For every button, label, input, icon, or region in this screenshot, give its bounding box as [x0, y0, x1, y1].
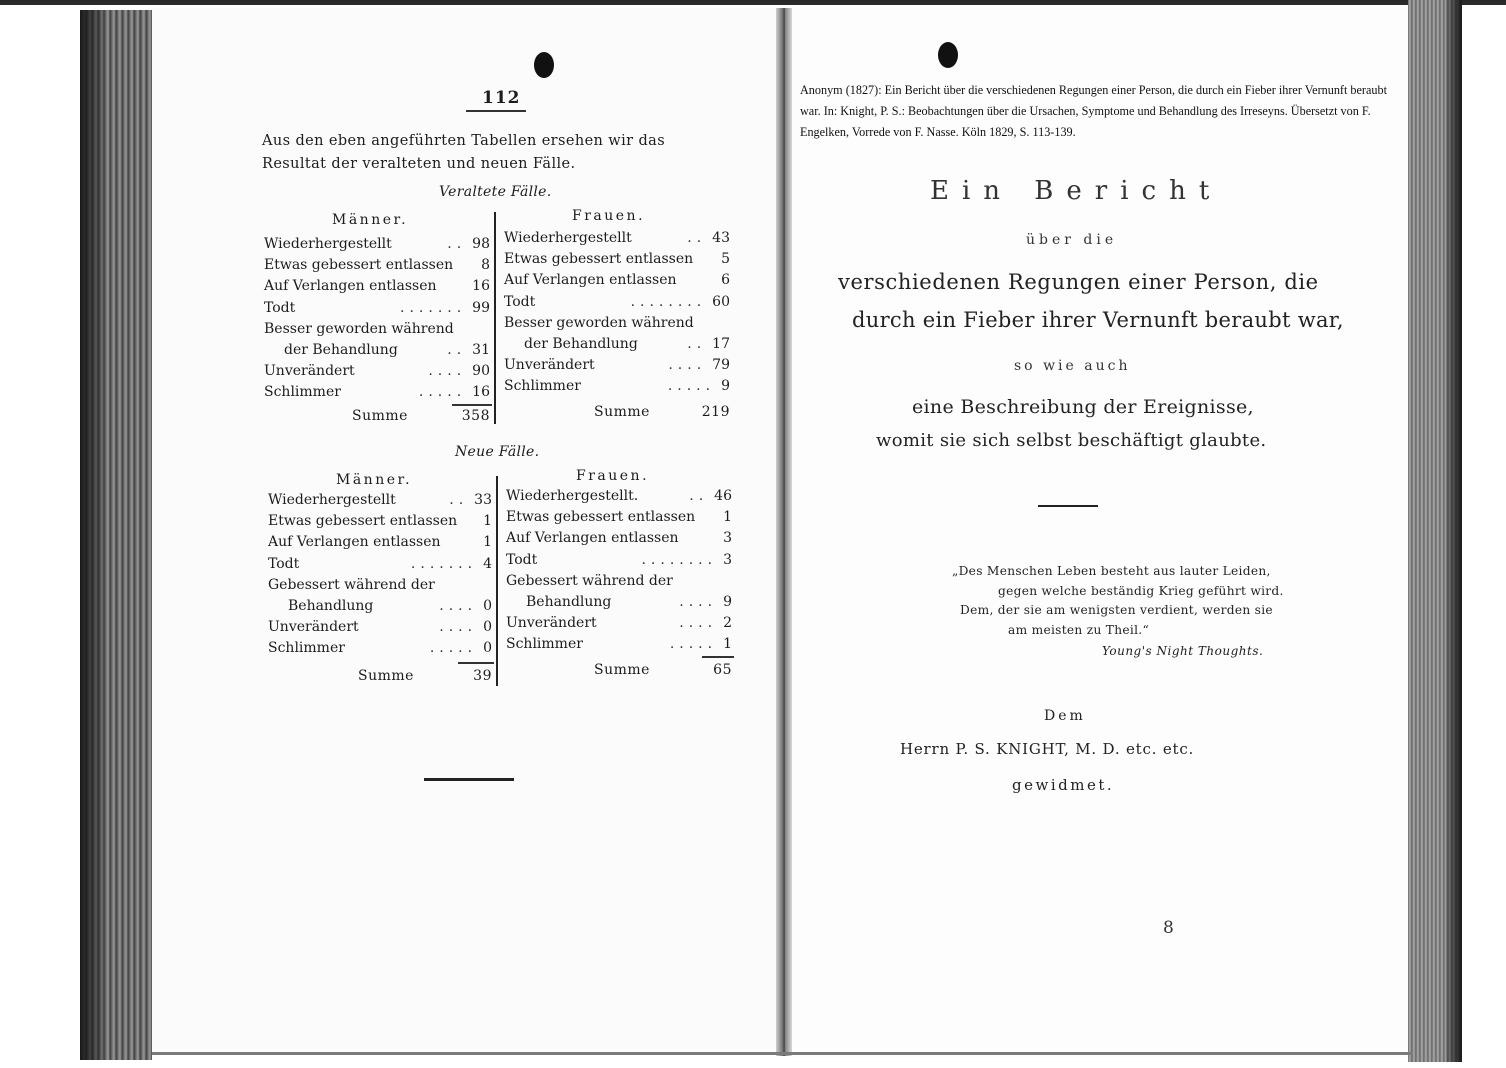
table-row — [264, 276, 490, 297]
table-row — [506, 571, 732, 592]
row-label: Schlimmer — [264, 384, 341, 401]
row-label: Unverändert — [268, 619, 359, 636]
table-row — [504, 228, 730, 249]
row-value: 4 — [483, 555, 492, 572]
row-value: 3 — [723, 551, 732, 568]
row-label: Auf Verlangen entlassen — [504, 272, 677, 289]
summe-label: Summe — [352, 408, 408, 424]
women-table-new — [506, 486, 732, 656]
row-value: 6 — [721, 272, 730, 289]
row-label: Auf Verlangen entlassen — [268, 534, 441, 551]
column-divider — [494, 212, 496, 424]
table-row — [264, 361, 490, 382]
leader-dots: .... — [679, 615, 718, 632]
summe-label: Summe — [594, 662, 650, 678]
leader-dots: ....... — [410, 555, 478, 572]
table-row — [504, 376, 730, 397]
men-summe-new — [358, 668, 492, 684]
table-row — [506, 550, 732, 571]
table-row — [504, 334, 730, 355]
leader-dots: .. — [687, 230, 707, 246]
intro-line-2: Resultat der veralteten und neuen Fälle. — [262, 156, 576, 172]
table-row — [504, 270, 730, 291]
table-row — [504, 292, 730, 313]
table-row — [268, 554, 492, 575]
row-label: Wiederhergestellt — [264, 236, 392, 252]
dedication-dem: Dem — [1044, 708, 1086, 724]
table-row — [268, 490, 492, 511]
citation-caption: Anonym (1827): Ein Bericht über die verschiedenen Regungen einer Person, die durch ein Fieber ihrer Vernunft beraubt war. In: Knight, P. S.: Beobachtungen über die Ursachen, Symptome und Behandlung des Irreseyns. Übersetzt von F. Engelken, Vorrede von F. Nasse. Köln 1829, S. 113-139. — [800, 83, 1387, 139]
punch-hole-left — [534, 52, 554, 78]
row-label: Unverändert — [264, 363, 355, 380]
table-row — [264, 298, 490, 319]
dedication-gewidmet: gewidmet. — [1012, 776, 1115, 794]
row-value: 17 — [712, 335, 730, 352]
row-label: Etwas gebessert entlassen — [506, 509, 696, 526]
row-value: 1 — [483, 534, 492, 551]
row-value: 0 — [483, 640, 492, 657]
table-row — [264, 340, 490, 361]
epigraph-quote — [952, 562, 1284, 640]
row-value: 90 — [472, 363, 490, 380]
women-summe-old — [594, 404, 730, 420]
table-row — [506, 507, 732, 528]
table-row — [264, 234, 490, 255]
quote-line: „Des Menschen Leben besteht aus lauter Leiden, — [952, 564, 1271, 578]
leader-dots: ..... — [429, 640, 478, 657]
sum-rule — [452, 404, 492, 406]
title-line-c: eine Beschreibung der Ereignisse, — [912, 396, 1254, 418]
row-value: 1 — [723, 636, 732, 653]
leader-dots: .... — [439, 619, 478, 636]
row-label: Wiederhergestellt — [268, 492, 396, 508]
table-row — [264, 255, 490, 276]
row-value: 1 — [723, 509, 732, 526]
row-label: Auf Verlangen entlassen — [264, 278, 437, 295]
row-label: Gebessert während der — [268, 576, 435, 593]
row-label: der Behandlung — [284, 341, 398, 358]
summe-label: Summe — [594, 404, 650, 420]
row-value: 5 — [721, 251, 730, 268]
row-label: Schlimmer — [268, 640, 345, 657]
row-value: 31 — [472, 341, 490, 358]
row-label: Unverändert — [506, 615, 597, 632]
punch-hole-right — [938, 42, 958, 68]
summe-value: 39 — [473, 668, 492, 684]
table-row — [506, 528, 732, 549]
leader-dots: .... — [679, 593, 718, 610]
title-line-a: verschiedenen Regungen einer Person, die — [838, 270, 1319, 294]
leader-dots: .. — [447, 341, 467, 358]
leader-dots: ..... — [667, 378, 716, 395]
leader-dots: ........ — [641, 551, 718, 568]
row-value: 46 — [714, 488, 732, 504]
right-page — [792, 8, 1408, 1058]
row-value: 1 — [483, 513, 492, 530]
row-label: Etwas gebessert entlassen — [504, 251, 694, 268]
epigraph-attribution: Young's Night Thoughts. — [1102, 644, 1264, 658]
table-row — [504, 249, 730, 270]
women-heading-old: Frauen. — [572, 208, 646, 224]
men-heading-old: Männer. — [332, 212, 409, 228]
quote-line: Dem, der sie am wenigsten verdient, werden sie — [960, 603, 1273, 617]
summe-value: 358 — [461, 408, 490, 424]
column-divider — [496, 476, 498, 686]
row-label: Etwas gebessert entlassen — [268, 513, 458, 530]
row-label: Wiederhergestellt — [504, 230, 632, 246]
women-table-old — [504, 228, 730, 398]
summe-value: 65 — [713, 662, 732, 678]
leader-dots: ..... — [418, 384, 467, 401]
row-label: Behandlung — [526, 593, 612, 610]
row-value: 0 — [483, 619, 492, 636]
section-title-neue: Neue Fälle. — [455, 444, 540, 460]
row-value: 16 — [472, 384, 490, 401]
subtitle-ueber-die: über die — [1026, 232, 1118, 248]
table-row — [506, 613, 732, 634]
table-row — [504, 355, 730, 376]
sum-rule — [702, 656, 734, 658]
leader-dots: ....... — [400, 299, 467, 316]
row-label: Unverändert — [504, 357, 595, 374]
leader-dots: .. — [447, 236, 467, 252]
row-value: 33 — [474, 492, 492, 508]
intro-line-1: Aus den eben angeführten Tabellen ersehen wir das — [262, 133, 666, 149]
leader-dots: .. — [687, 335, 707, 352]
row-label: Todt — [506, 551, 538, 568]
row-label: Gebessert während der — [506, 572, 673, 589]
book-gutter — [776, 8, 792, 1056]
title-divider-rule — [1038, 505, 1098, 507]
row-value: 16 — [472, 278, 490, 295]
row-label: Besser geworden während — [504, 314, 694, 331]
title-line-d: womit sie sich selbst beschäftigt glaubte. — [876, 430, 1267, 451]
title-line-b: durch ein Fieber ihrer Vernunft beraubt war, — [852, 308, 1344, 332]
row-value: 43 — [712, 230, 730, 246]
row-label: Etwas gebessert entlassen — [264, 257, 454, 274]
summe-label: Summe — [358, 668, 414, 684]
row-label: der Behandlung — [524, 335, 638, 352]
row-label: Schlimmer — [506, 636, 583, 653]
men-summe-old — [352, 408, 490, 424]
row-value: 79 — [712, 357, 730, 374]
table-row — [268, 511, 492, 532]
row-label: Auf Verlangen entlassen — [506, 530, 679, 547]
leader-dots: ..... — [669, 636, 718, 653]
table-row — [268, 596, 492, 617]
page-number-underline — [466, 110, 526, 112]
book-page-edges-right — [1408, 0, 1462, 1062]
leader-dots: .... — [668, 357, 707, 374]
row-label: Todt — [268, 555, 300, 572]
table-row — [264, 382, 490, 403]
row-value: 98 — [472, 236, 490, 252]
row-value: 60 — [712, 293, 730, 310]
leader-dots: .... — [428, 363, 467, 380]
subtitle-so-wie-auch: so wie auch — [1014, 358, 1131, 374]
closing-rule-left — [424, 778, 514, 781]
scan-top-border — [0, 0, 1506, 5]
row-label: Todt — [264, 299, 296, 316]
book-page-edges-left — [80, 10, 152, 1060]
table-row — [506, 634, 732, 655]
left-page-number: 112 — [482, 88, 521, 108]
row-label: Behandlung — [288, 597, 374, 614]
leader-dots: .. — [449, 492, 469, 508]
quote-line: gegen welche beständig Krieg geführt wird. — [998, 583, 1284, 598]
row-label: Schlimmer — [504, 378, 581, 395]
sum-rule — [458, 662, 494, 664]
section-title-veraltete: Veraltete Fälle. — [439, 184, 552, 200]
men-heading-new: Männer. — [336, 472, 413, 488]
row-value: 2 — [723, 615, 732, 632]
dedication-name: Herrn P. S. KNIGHT, M. D. etc. etc. — [900, 740, 1195, 758]
intro-paragraph — [262, 130, 665, 176]
men-table-old — [264, 234, 490, 404]
table-row — [268, 638, 492, 659]
leader-dots: ........ — [630, 293, 707, 310]
row-value: 0 — [483, 597, 492, 614]
table-row — [506, 592, 732, 613]
leader-dots: .... — [439, 597, 478, 614]
row-value: 9 — [721, 378, 730, 395]
women-summe-new — [594, 662, 732, 678]
scan-bottom-border — [152, 1052, 1412, 1055]
table-row — [264, 319, 490, 340]
row-value: 9 — [723, 593, 732, 610]
row-value: 99 — [472, 299, 490, 316]
table-row — [268, 575, 492, 596]
right-page-number: 8 — [1163, 918, 1174, 938]
leader-dots: .. — [689, 488, 709, 504]
table-row — [268, 532, 492, 553]
row-label: Besser geworden während — [264, 320, 454, 337]
row-label: Wiederhergestellt. — [506, 488, 639, 504]
women-heading-new: Frauen. — [576, 468, 650, 484]
men-table-new — [268, 490, 492, 660]
quote-line: am meisten zu Theil.“ — [1008, 622, 1149, 637]
table-row — [504, 313, 730, 334]
row-value: 3 — [723, 530, 732, 547]
row-label: Todt — [504, 293, 536, 310]
table-row — [268, 617, 492, 638]
summe-value: 219 — [701, 404, 730, 420]
title-ein-bericht: Ein Bericht — [930, 176, 1223, 206]
row-value: 8 — [481, 257, 490, 274]
table-row — [506, 486, 732, 507]
